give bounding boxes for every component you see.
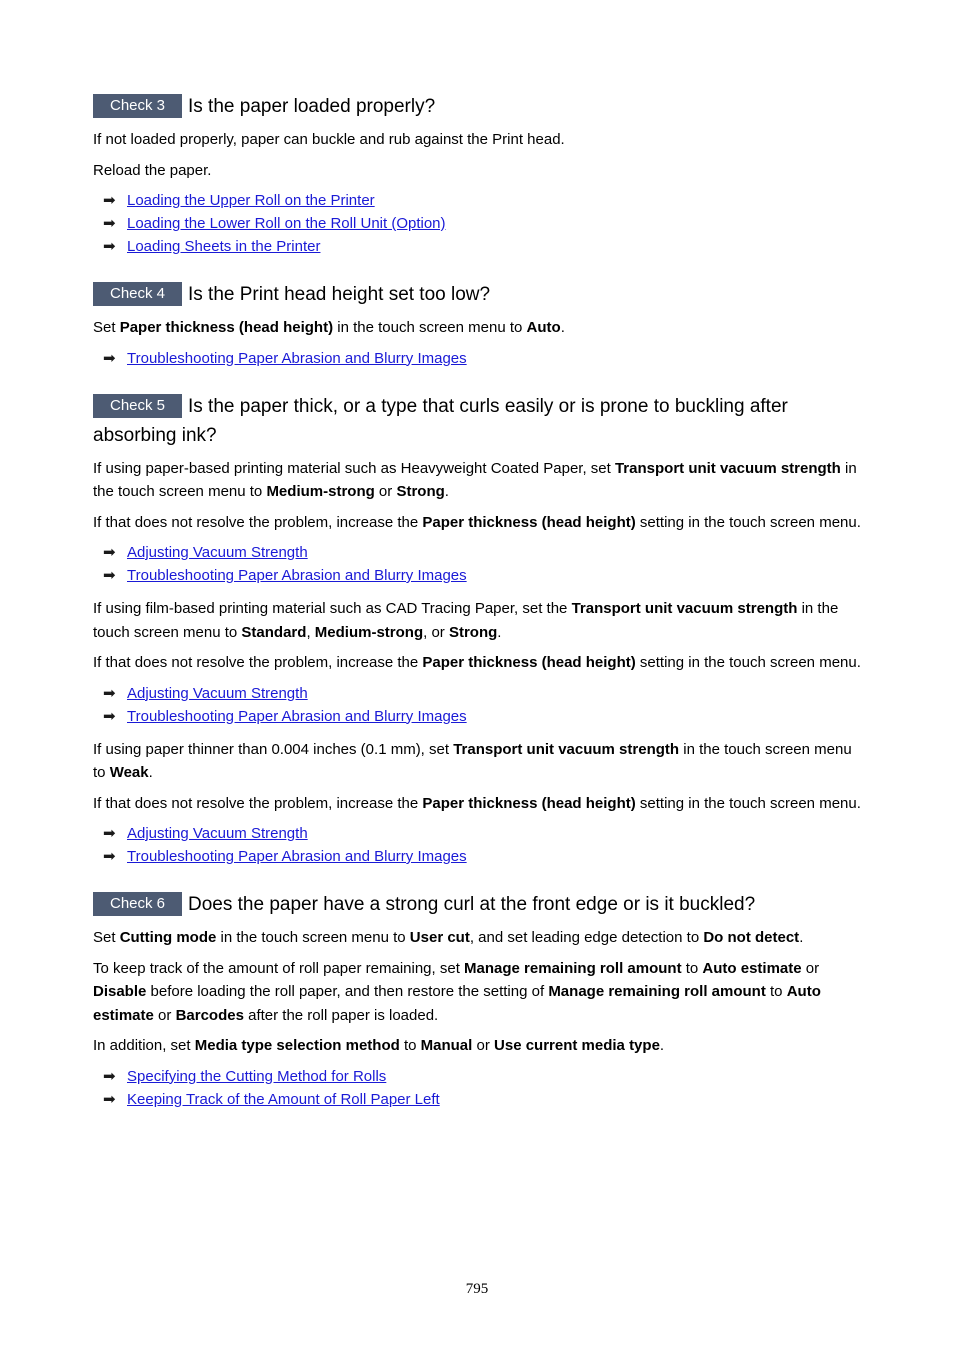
setting-name: Transport unit vacuum strength: [571, 600, 798, 617]
link-troubleshooting-abrasion[interactable]: Troubleshooting Paper Abrasion and Blurry Images: [127, 848, 467, 865]
text: after the roll paper is loaded.: [243, 1006, 439, 1024]
paragraph: [93, 511, 868, 535]
link-troubleshooting-abrasion[interactable]: Troubleshooting Paper Abrasion and Blurry Images: [127, 349, 467, 367]
check-title: Does the paper have a strong curl at the front edge or is it buckled?: [188, 894, 756, 915]
text: In addition, set: [93, 1037, 195, 1054]
right-arrow-icon: ➡: [103, 1067, 116, 1085]
check-badge: Check 3: [93, 94, 182, 118]
check-badge: Check 6: [93, 892, 182, 916]
link-loading-lower-roll[interactable]: Loading the Lower Roll on the Roll Unit (Option): [127, 215, 446, 232]
link-list-item: [93, 682, 868, 705]
text: setting in the touch screen menu.: [635, 794, 861, 812]
link-adjusting-vacuum[interactable]: Adjusting Vacuum Strength: [127, 544, 308, 561]
setting-name: Paper thickness (head height): [422, 794, 636, 812]
check-5-heading: [93, 392, 868, 450]
text: If using film-based printing material such as CAD Tracing Paper, set the: [93, 600, 572, 617]
setting-name: Cutting mode: [119, 929, 217, 946]
text: in the touch screen menu to: [216, 929, 410, 946]
text: before loading the roll paper, and then restore the setting of: [146, 983, 549, 1000]
link-list-item: [93, 212, 868, 235]
text: setting in the touch screen menu.: [635, 513, 861, 531]
setting-value: Auto estimate: [702, 959, 802, 977]
link-list-item: [93, 1088, 868, 1111]
text: If that does not resolve the problem, increase the: [93, 513, 423, 531]
setting-name: Media type selection method: [194, 1037, 400, 1054]
right-arrow-icon: ➡: [103, 848, 116, 865]
text: setting in the touch screen menu.: [635, 654, 861, 671]
setting-name: Transport unit vacuum strength: [614, 459, 841, 477]
setting-value: Use current media type: [494, 1037, 660, 1054]
paragraph: [93, 926, 868, 950]
document-body: [93, 92, 868, 1123]
text: , or: [423, 623, 449, 641]
check-title: Is the paper thick, or a type that curls easily or is prone to buckling after absorbing ink?: [93, 395, 788, 446]
paragraph: [93, 457, 868, 504]
check-3-section: [93, 92, 868, 258]
link-list-item: [93, 541, 868, 564]
check-title: Is the paper loaded properly?: [188, 96, 436, 117]
setting-value: User cut: [409, 929, 470, 946]
text: If using paper thinner than 0.004 inches (0.1 mm), set: [93, 740, 454, 758]
paragraph: [93, 1034, 868, 1058]
paragraph: Reload the paper.: [93, 161, 212, 179]
text: If that does not resolve the problem, increase the: [93, 654, 423, 671]
check-6-section: [93, 890, 868, 1111]
text: in the touch screen menu to: [333, 319, 527, 336]
right-arrow-icon: ➡: [103, 349, 116, 367]
paragraph: [93, 651, 868, 675]
setting-value: Medium-strong: [314, 623, 424, 641]
text: or: [801, 959, 820, 977]
text: Set: [93, 319, 120, 336]
text: , and set leading edge detection to: [469, 929, 704, 946]
setting-value: Do not detect: [703, 929, 800, 946]
right-arrow-icon: ➡: [103, 544, 116, 561]
text: to: [399, 1037, 421, 1054]
page-number: 795: [465, 1281, 489, 1297]
check-3-heading: [93, 92, 868, 121]
link-list: [93, 189, 868, 258]
right-arrow-icon: ➡: [103, 238, 116, 255]
right-arrow-icon: ➡: [103, 1090, 116, 1108]
link-list: [93, 822, 868, 868]
link-loading-sheets[interactable]: Loading Sheets in the Printer: [127, 238, 321, 255]
link-list-item: [93, 705, 868, 728]
text: .: [659, 1037, 665, 1054]
check-5-section: [93, 392, 868, 869]
text: in the touch screen menu to: [93, 740, 852, 781]
link-troubleshooting-abrasion[interactable]: Troubleshooting Paper Abrasion and Blurry Images: [127, 707, 467, 725]
right-arrow-icon: ➡: [103, 192, 116, 209]
right-arrow-icon: ➡: [103, 684, 116, 702]
check-badge: Check 5: [93, 394, 182, 418]
text: If using paper-based printing material such as Heavyweight Coated Paper, set: [93, 459, 615, 477]
right-arrow-icon: ➡: [103, 707, 116, 725]
paragraph: [93, 316, 868, 340]
setting-value: Strong: [448, 623, 498, 641]
right-arrow-icon: ➡: [103, 567, 116, 584]
setting-value: Weak: [109, 764, 149, 781]
text: ,: [306, 623, 315, 641]
right-arrow-icon: ➡: [103, 825, 116, 842]
text: To keep track of the amount of roll paper remaining, set: [93, 959, 465, 977]
link-list: [93, 1065, 868, 1111]
setting-name: Paper thickness (head height): [422, 654, 636, 671]
text: in the touch screen menu to: [93, 459, 857, 500]
link-list-item: [93, 845, 868, 868]
text: or: [472, 1037, 495, 1054]
link-list: [93, 682, 868, 728]
text: or: [153, 1006, 176, 1024]
right-arrow-icon: ➡: [103, 215, 116, 232]
check-title: Is the Print head height set too low?: [188, 284, 491, 305]
text: .: [148, 764, 153, 781]
paragraph: [93, 792, 868, 816]
check-4-section: [93, 280, 868, 370]
link-adjusting-vacuum[interactable]: Adjusting Vacuum Strength: [127, 825, 308, 842]
link-list-item: [93, 347, 868, 370]
setting-value: Auto: [526, 319, 561, 336]
setting-value: Medium-strong: [266, 483, 375, 500]
link-adjusting-vacuum[interactable]: Adjusting Vacuum Strength: [127, 684, 308, 702]
setting-value: Strong: [396, 483, 445, 500]
text: to: [765, 983, 787, 1000]
setting-value: Standard: [241, 623, 307, 641]
text: .: [444, 483, 449, 500]
text: If that does not resolve the problem, increase the: [93, 794, 423, 812]
link-loading-upper-roll[interactable]: Loading the Upper Roll on the Printer: [127, 192, 375, 209]
link-list-item: [93, 189, 868, 212]
paragraph: If not loaded properly, paper can buckle and rub against the Print head.: [93, 131, 565, 148]
text: to: [681, 959, 703, 977]
check-badge: Check 4: [93, 282, 182, 306]
setting-value: Auto estimate: [93, 983, 821, 1024]
link-list-item: [93, 235, 868, 258]
link-troubleshooting-abrasion[interactable]: Troubleshooting Paper Abrasion and Blurry Images: [127, 567, 467, 584]
text: .: [799, 929, 804, 946]
setting-value: Disable: [93, 983, 147, 1000]
link-list: [93, 347, 868, 370]
setting-name: Manage remaining roll amount: [548, 983, 766, 1000]
setting-value: Barcodes: [175, 1006, 244, 1024]
setting-value: Manual: [420, 1037, 473, 1054]
text: in the touch screen menu to: [93, 600, 839, 641]
link-list-item: [93, 1065, 868, 1088]
setting-name: Transport unit vacuum strength: [453, 740, 680, 758]
check-4-heading: [93, 280, 868, 309]
setting-name: Paper thickness (head height): [422, 513, 636, 531]
setting-name: Manage remaining roll amount: [464, 959, 682, 977]
link-list-item: [93, 564, 868, 587]
text: .: [560, 319, 565, 336]
paragraph: [93, 957, 868, 1028]
setting-name: Paper thickness (head height): [119, 319, 334, 336]
text: .: [497, 623, 502, 641]
check-6-heading: [93, 890, 868, 919]
text: or: [374, 483, 397, 500]
link-cutting-method[interactable]: Specifying the Cutting Method for Rolls: [127, 1067, 387, 1085]
link-list: [93, 541, 868, 587]
paragraph: [93, 738, 868, 785]
text: Set: [93, 929, 120, 946]
link-list-item: [93, 822, 868, 845]
link-roll-paper-left[interactable]: Keeping Track of the Amount of Roll Paper Left: [127, 1090, 440, 1108]
paragraph: [93, 597, 868, 644]
